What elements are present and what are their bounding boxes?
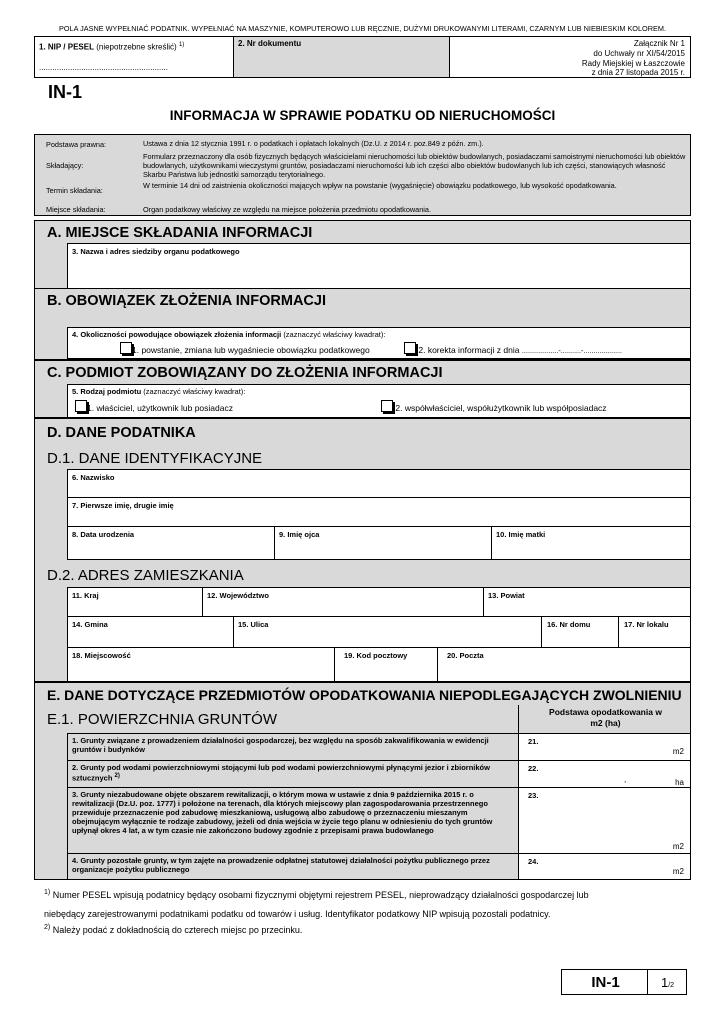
filer-label: Składający: bbox=[46, 161, 84, 170]
field-4 bbox=[67, 327, 691, 359]
doc-number-field bbox=[233, 36, 450, 78]
section-c-heading: C. PODMIOT ZOBOWIĄZANY DO ZŁOŻENIA INFORMACJI bbox=[47, 365, 443, 381]
d2-heading: D.2. ADRES ZAMIESZKANIA bbox=[47, 567, 244, 584]
nip-note: (niepotrzebne skreślić) bbox=[96, 42, 177, 52]
page-number-box bbox=[647, 969, 687, 995]
section-e bbox=[34, 682, 691, 880]
c-option-1[interactable]: 1. właściciel, użytkownik lub posiadacz bbox=[75, 400, 233, 413]
filer-text: Formularz przeznaczony dla osób fizycznych będących właścicielami nieruchomości lub obiektów budowlanych, posiadaczami samoistnymi nieruchomości lub obiektów budowlanych, użytkownikami wieczystymi gruntów, posiadaczami nieruchomości lub ich części albo obiektów budowlanych lub ich części, stanowiących własność Skarbu Państwa lub jednostki samorządu terytorialnego. bbox=[143, 152, 686, 179]
field-20[interactable]: 20. Poczta bbox=[437, 647, 691, 682]
e-row-1-label: 1. Grunty związane z prowadzeniem działalności gospodarczej, bez względu na sposób zakwalifikowania w ewidencji gruntów i budynków bbox=[67, 733, 519, 761]
field-5-note: (zaznaczyć właściwy kwadrat): bbox=[143, 387, 246, 396]
field-9[interactable]: 9. Imię ojca bbox=[274, 526, 492, 560]
c-option-2[interactable]: 2. współwłaściciel, współużytkownik lub współposiadacz bbox=[381, 400, 607, 413]
footnote-1b: niebędący zarejestrowanymi podatnikami podatku od towarów i usług. Identyfikator podatkowy NIP wpisują pozostali podatnicy. bbox=[44, 909, 551, 919]
field-18[interactable]: 18. Miejscowość bbox=[67, 647, 335, 682]
field-13[interactable]: 13. Powiat bbox=[483, 587, 691, 617]
basis-text: Ustawa z dnia 12 stycznia 1991 r. o podatkach i opłatach lokalnych (Dz.U. z 2014 r. poz.849 z późn. zm.). bbox=[143, 139, 484, 148]
doc-number-label: 2. Nr dokumentu bbox=[238, 39, 302, 48]
field-3[interactable] bbox=[67, 243, 691, 290]
b-option-1[interactable]: 1. powstanie, zmiana lub wygaśniecie obowiązku podatkowego bbox=[120, 342, 370, 355]
deadline-text: W terminie 14 dni od zaistnienia okoliczności mających wpływ na powstanie (wygaśnięcie) obowiązku podatkowego, lub wysokość opodatkowania. bbox=[143, 181, 617, 190]
section-d bbox=[34, 418, 691, 682]
field-17[interactable]: 17. Nr lokalu bbox=[618, 616, 691, 648]
nip-label: 1. NIP / PESEL bbox=[39, 42, 94, 52]
field-4-label: 4. Okoliczności powodujące obowiązek złożenia informacji bbox=[72, 330, 282, 339]
e-row-3-label: 3. Grunty niezabudowane objęte obszarem rewitalizacji, o którym mowa w ustawie z dnia 9 października 2015 r. o rewitalizacji (Dz.U. poz. 1777) i położone na terenach, dla których miejscowy plan zagospodarowania przestrzennego przewiduje przeznaczenie pod zabudowę mieszkaniową, usługową albo zabudowę o przeznaczeniu mieszanym obejmującym wyłącznie te rodzaje zabudowy, jeżeli od dnia wejścia w życie tego planu w odniesieniu do tych gruntów upłynął okres 4 lat, a w tym czasie nie zakończono budowy zgodnie z przepisami prawa budowlanego bbox=[67, 787, 519, 854]
field-15[interactable]: 15. Ulica bbox=[233, 616, 542, 648]
nip-field[interactable] bbox=[34, 36, 234, 78]
field-7[interactable]: 7. Pierwsze imię, drugie imię bbox=[67, 497, 691, 527]
section-a bbox=[34, 220, 691, 290]
nip-dots: .......................................................... bbox=[39, 63, 168, 72]
section-e-heading: E. DANE DOTYCZĄCE PRZEDMIOTÓW OPODATKOWANIA NIEPODLEGAJĄCYCH ZWOLNIENIU bbox=[47, 687, 682, 703]
legal-info bbox=[34, 134, 691, 216]
field-5-label: 5. Rodzaj podmiotu bbox=[72, 387, 142, 396]
field-10[interactable]: 10. Imię matki bbox=[491, 526, 691, 560]
field-16[interactable]: 16. Nr domu bbox=[541, 616, 619, 648]
nip-sup: 1) bbox=[178, 42, 185, 48]
footer-code-box bbox=[561, 969, 648, 995]
checkbox-icon[interactable] bbox=[75, 400, 87, 412]
field-22[interactable]: 22. , ha bbox=[518, 760, 691, 788]
annex-box bbox=[449, 36, 691, 78]
b-option-2[interactable]: 2. korekta informacji z dnia ..................-..........-................... bbox=[404, 342, 622, 355]
annex-text: Załącznik Nr 1 do Uchwały nr XI/54/2015 Rady Miejskiej w Łaszczowie z dnia 27 listopada 2015 r. bbox=[581, 39, 685, 78]
footer-code: IN-1 bbox=[591, 974, 620, 991]
footnote-2: $^{2)}$ Należy podać z dokładnością do czterech miejsc po przecinku. bbox=[44, 924, 303, 935]
field-6[interactable]: 6. Nazwisko bbox=[67, 469, 691, 498]
d1-heading: D.1. DANE IDENTYFIKACYJNE bbox=[47, 450, 263, 467]
field-11[interactable]: 11. Kraj bbox=[67, 587, 203, 617]
e-row-2-label: 2. Grunty pod wodami powierzchniowymi stojącymi lub pod wodami powierzchniowymi płynącymi jezior i zbiorników sztucznych $^{2)}$ bbox=[67, 760, 519, 788]
place-label: Miejsce składania: bbox=[46, 205, 106, 214]
footnote-1a: $^{1)}$ Numer PESEL wpisują podatnicy będący osobami fizycznymi objętymi rejestrem PESEL, nieprowadzący działalności gospodarczej lub bbox=[44, 889, 589, 900]
place-text: Organ podatkowy właściwy ze względu na miejsce położenia przedmiotu opodatkowania. bbox=[143, 205, 431, 214]
base-header: Podstawa opodatkowania w m2 (ha) bbox=[518, 705, 691, 734]
field-21[interactable]: 21. m2 bbox=[518, 733, 691, 761]
e1-heading: E.1. POWIERZCHNIA GRUNTÓW bbox=[47, 711, 278, 728]
field-4-note: (zaznaczyć właściwy kwadrat): bbox=[283, 330, 386, 339]
top-note: POLA JASNE WYPEŁNIAĆ PODATNIK. WYPEŁNIAĆ NA MASZYNIE, KOMPUTEROWO LUB RĘCZNIE, DUŻYMI DRUKOWANYMI LITERAMI, CZARNYM LUB NIEBIESKIM KOLOREM. bbox=[59, 24, 666, 33]
page-title: INFORMACJA W SPRAWIE PODATKU OD NIERUCHOMOŚCI bbox=[169, 108, 556, 123]
form-code: IN-1 bbox=[48, 82, 83, 102]
section-a-heading: A. MIEJSCE SKŁADANIA INFORMACJI bbox=[47, 225, 313, 241]
section-c bbox=[34, 360, 691, 418]
e-row-4-label: 4. Grunty pozostałe grunty, w tym zajęte na prowadzenie odpłatnej statutowej działalności pożytku publicznego przez organizacje pożytku publicznego bbox=[67, 853, 519, 880]
deadline-label: Termin składania: bbox=[46, 186, 103, 195]
field-12[interactable]: 12. Województwo bbox=[202, 587, 484, 617]
field-24[interactable]: 24. m2 bbox=[518, 853, 691, 880]
checkbox-icon[interactable] bbox=[404, 342, 416, 354]
date-dots: ..................-..........-................... bbox=[521, 346, 623, 355]
section-b bbox=[34, 288, 691, 360]
field-14[interactable]: 14. Gmina bbox=[67, 616, 234, 648]
section-d-heading: D. DANE PODATNIKA bbox=[47, 425, 196, 441]
basis-label: Podstawa prawna: bbox=[46, 140, 107, 149]
checkbox-icon[interactable] bbox=[381, 400, 393, 412]
field-8[interactable]: 8. Data urodzenia bbox=[67, 526, 275, 560]
field-5 bbox=[67, 384, 691, 418]
page-number: 1/2 bbox=[661, 975, 675, 990]
field-23[interactable]: 23. m2 bbox=[518, 787, 691, 854]
checkbox-icon[interactable] bbox=[120, 342, 132, 354]
field-19[interactable]: 19. Kod pocztowy bbox=[334, 647, 438, 682]
field-3-label: 3. Nazwa i adres siedziby organu podatkowego bbox=[72, 247, 240, 256]
section-b-heading: B. OBOWIĄZEK ZŁOŻENIA INFORMACJI bbox=[47, 293, 326, 309]
